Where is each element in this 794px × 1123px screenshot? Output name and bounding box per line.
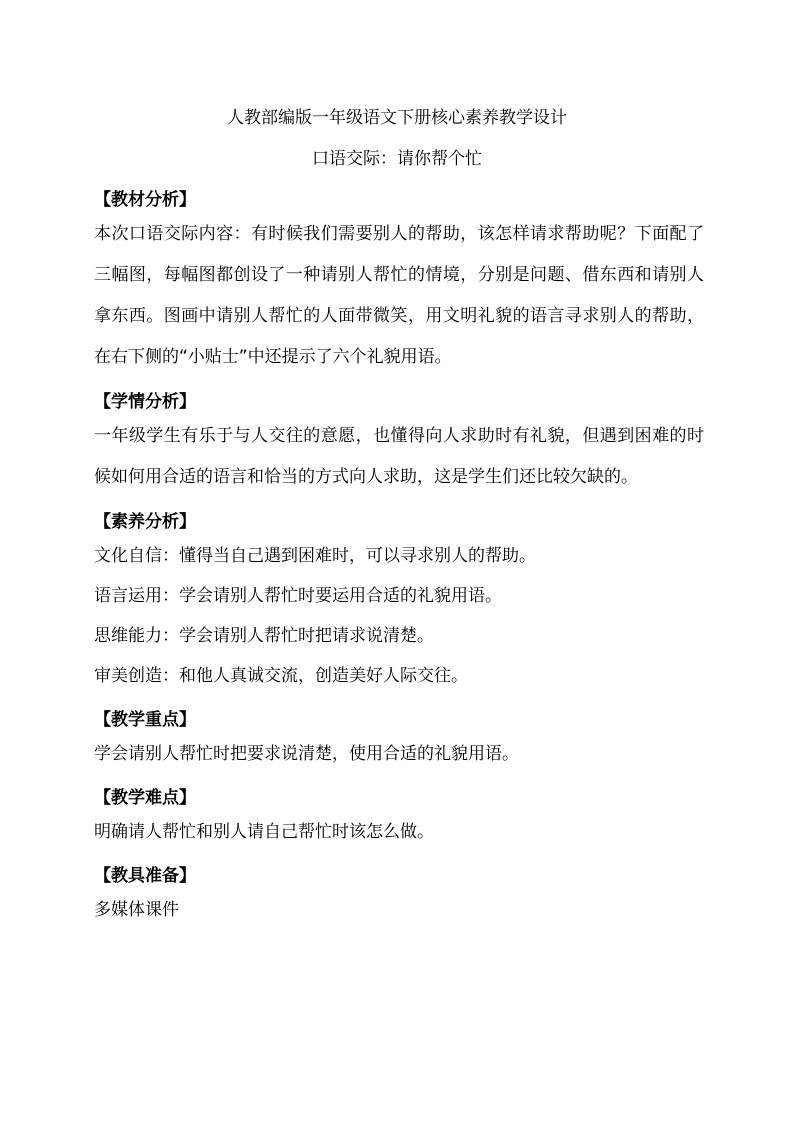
document-title: 人教部编版一年级语文下册核心素养教学设计: [227, 108, 567, 128]
literacy-item-aesthetic: 审美创造：和他人真诚交流，创造美好人际交往。: [94, 666, 468, 686]
section-text-material: 本次口语交际内容：有时候我们需要别人的帮助，该怎样请求帮助呢？下面配了三幅图，每幅图都创设了一种请别人帮忙的情境，分别是问题、借东西和请别人拿东西。图画中请别人帮忙的人面带微笑，用文明礼貌的语言寻求别人的帮助，在右下侧的“小贴士”中还提示了六个礼貌用语。: [94, 224, 704, 367]
section-text-key-points: 学会请别人帮忙时把要求说清楚，使用合适的礼貌用语。: [94, 744, 519, 764]
section-heading-literacy: 【素养分析】: [94, 512, 196, 532]
document-subtitle: 口语交际：请你帮个忙: [312, 149, 482, 169]
section-text-materials-prep: 多媒体课件: [94, 900, 179, 920]
section-heading-difficulties: 【教学难点】: [94, 788, 196, 808]
document-body: [94, 186, 704, 930]
literacy-item-thinking: 思维能力：学会请别人帮忙时把请求说清楚。: [94, 626, 434, 646]
section-heading-material: 【教材分析】: [94, 190, 196, 210]
literacy-item-culture: 文化自信：懂得当自己遇到困难时，可以寻求别人的帮助。: [94, 546, 536, 566]
literacy-item-language: 语言运用：学会请别人帮忙时要运用合适的礼貌用语。: [94, 586, 502, 606]
section-heading-materials-prep: 【教具准备】: [94, 866, 196, 886]
section-text-students: 一年级学生有乐于与人交往的意愿，也懂得向人求助时有礼貌，但遇到困难的时候如何用合适的语言和恰当的方式向人求助，这是学生们还比较欠缺的。: [94, 426, 704, 487]
section-heading-students: 【学情分析】: [94, 392, 196, 412]
section-text-difficulties: 明确请人帮忙和别人请自己帮忙时该怎么做。: [94, 822, 434, 842]
section-heading-key-points: 【教学重点】: [94, 710, 196, 730]
